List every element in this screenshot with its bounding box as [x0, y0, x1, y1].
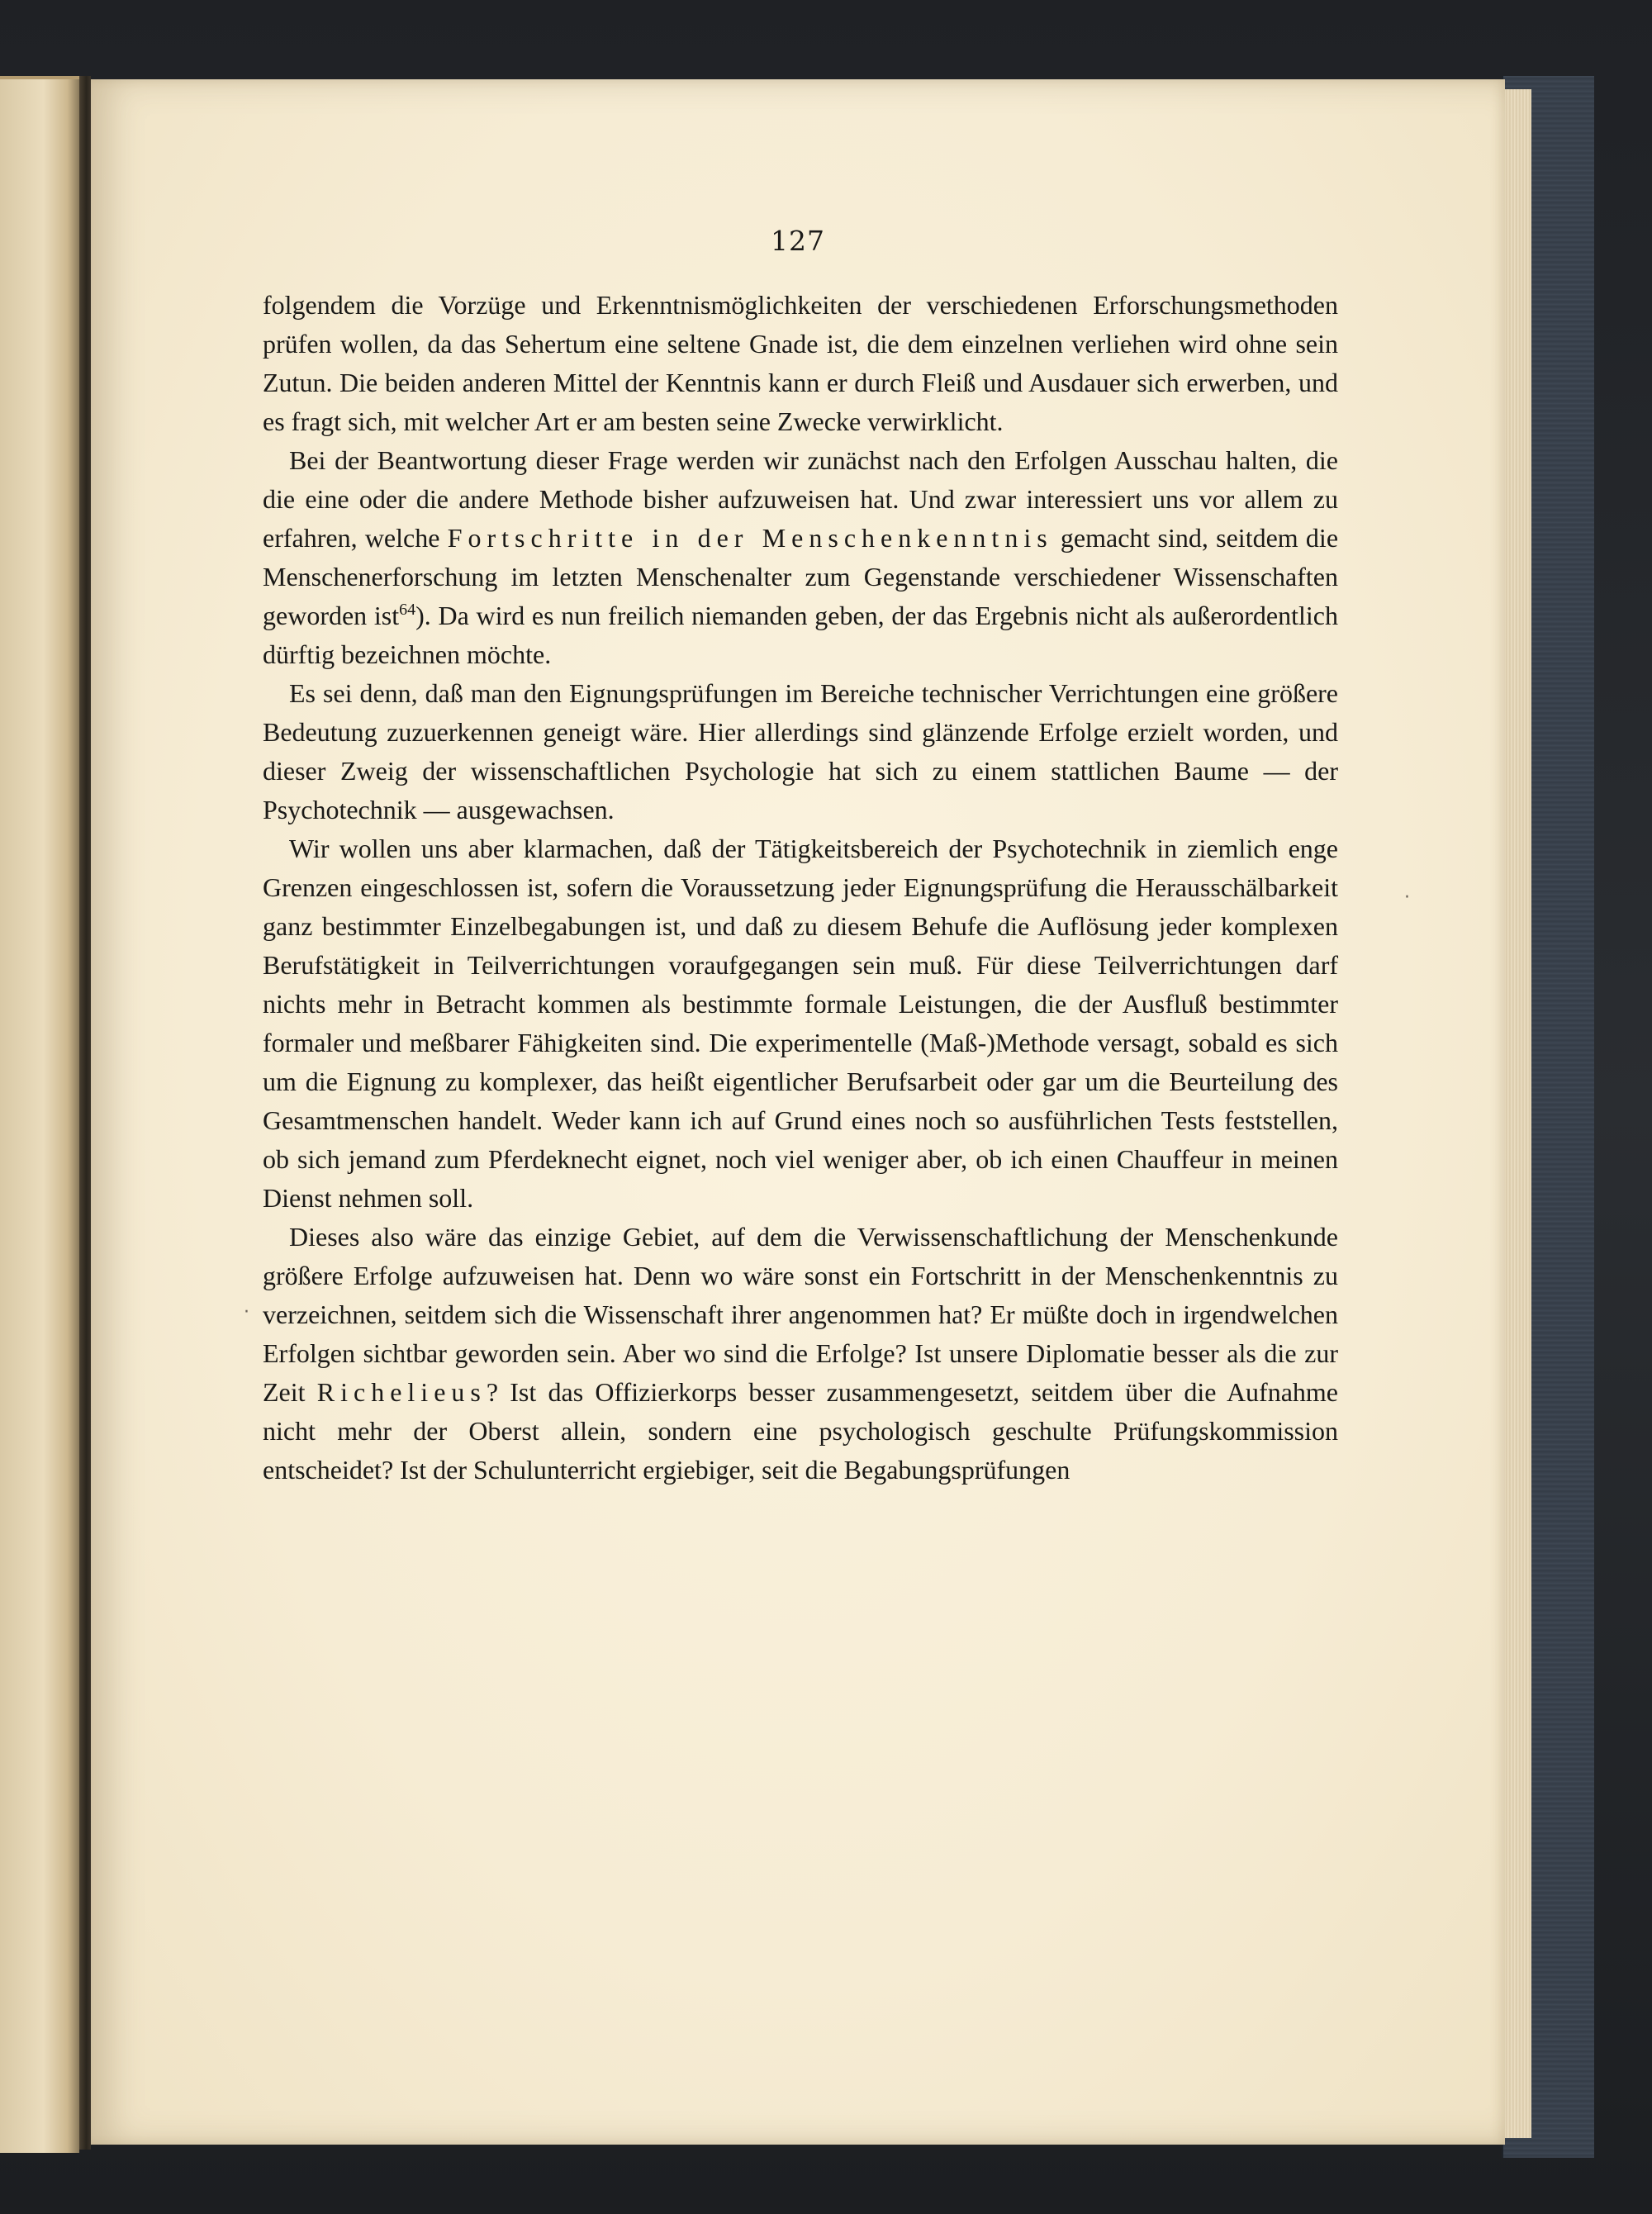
- book-page: [91, 79, 1505, 2145]
- paragraph-1: [263, 286, 1338, 441]
- page-stack-edge: [1502, 89, 1531, 2138]
- paragraph-5-text-start: Dieses also wäre das einzige Gebiet, auf dem die Verwissenschaftlichung der Menschenkunde größere Erfolge aufzuweisen hat. Denn wo wäre sonst ein Fortschritt in der Menschenkenntnis zu verzeichnen, seitdem sich die Wissenschaft ihrer angenommen hat? Er müßte doch in irgendwelchen Erfolgen sichtbar geworden sein. Aber wo sind die Erfolge? Ist unsere Diplomatie besser als die zur Zeit: [263, 1222, 1338, 1407]
- paper-speck: ·: [244, 1302, 249, 1323]
- paper-speck: ·: [1404, 887, 1410, 908]
- body-text: [263, 286, 1338, 1489]
- book-gutter: [79, 76, 91, 2150]
- paragraph-4-text: Wir wollen uns aber klarmachen, daß der Tätigkeitsbereich der Psychotechnik in ziemlich enge Grenzen eingeschlossen ist, sofern die Voraussetzung jeder Eignungsprüfung die Herausschälbarkeit ganz bestimmter Einzelbegabungen ist, und daß zu diesem Behufe die Auflösung jeder komplexen Berufstätigkeit in Teilverrichtungen voraufgegangen sein muß. Für diese Teilverrichtungen darf nichts mehr in Betracht kommen als bestimmte formale Leistungen, die der Ausfluß bestimmter formaler und meßbarer Fähigkeiten sind. Die experimentelle (Maß-)Methode versagt, sobald es sich um die Eignung zu komplexer, das heißt eigentlicher Berufsarbeit oder gar um die Beurteilung des Gesamtmenschen handelt. Weder kann ich auf Grund eines noch so ausführlichen Tests feststellen, ob sich jemand zum Pferdeknecht eignet, noch viel weniger aber, ob ich einen Chauffeur in meinen Dienst nehmen soll.: [263, 834, 1338, 1213]
- page-number: 127: [771, 225, 825, 257]
- footnote-marker: 64: [399, 601, 416, 619]
- paragraph-2-text-middle: gemacht sind, seitdem die Menschenerforschung im letzten Menschenalter zum Gegenstande verschiedener Wissenschaften geworden ist: [263, 523, 1339, 630]
- paragraph-2-text-end: ). Da wird es nun freilich niemanden geben, der das Ergebnis nicht als außerordentlich dürftig bezeichnen möchte.: [263, 601, 1339, 669]
- spaced-emphasis-richelieus: Richelieus: [316, 1377, 487, 1407]
- paragraph-5: [263, 1218, 1338, 1489]
- paragraph-1-text: folgendem die Vorzüge und Erkenntnismöglichkeiten der verschiedenen Erforschungsmethoden prüfen wollen, da das Sehertum eine seltene Gnade ist, die dem einzelnen verliehen wird ohne sein Zutun. Die beiden anderen Mittel der Kenntnis kann er durch Fleiß und Ausdauer sich erwerben, und es fragt sich, mit welcher Art er am besten seine Zwecke verwirklicht.: [263, 290, 1338, 436]
- spaced-emphasis-fortschritte: Fortschritte in der Menschenkenntnis: [447, 523, 1053, 553]
- paragraph-4: [263, 829, 1338, 1218]
- paragraph-2: [263, 441, 1338, 674]
- paragraph-3: [263, 674, 1338, 829]
- previous-page-edge: [0, 76, 79, 2153]
- paragraph-3-text: Es sei denn, daß man den Eignungsprüfungen im Bereiche technischer Verrichtungen eine größere Bedeutung zuzuerkennen geneigt wäre. Hier allerdings sind glänzende Erfolge erzielt worden, und dieser Zweig der wissenschaftlichen Psychologie hat sich zu einem stattlichen Baume — der Psychotechnik — ausgewachsen.: [263, 678, 1338, 824]
- paragraph-5-text-end: ? Ist das Offizierkorps besser zusammengesetzt, seitdem über die Aufnahme nicht mehr der Oberst allein, sondern eine psychologisch geschulte Prüfungskommission entscheidet? Ist der Schulunterricht ergiebiger, seit die Begabungsprüfungen: [263, 1377, 1339, 1485]
- paragraph-2-text-start: Bei der Beantwortung dieser Frage werden wir zunächst nach den Erfolgen Ausschau halten, die die eine oder die andere Methode bisher aufzuweisen hat. Und zwar interessiert uns vor allem zu erfahren, welche: [263, 445, 1338, 553]
